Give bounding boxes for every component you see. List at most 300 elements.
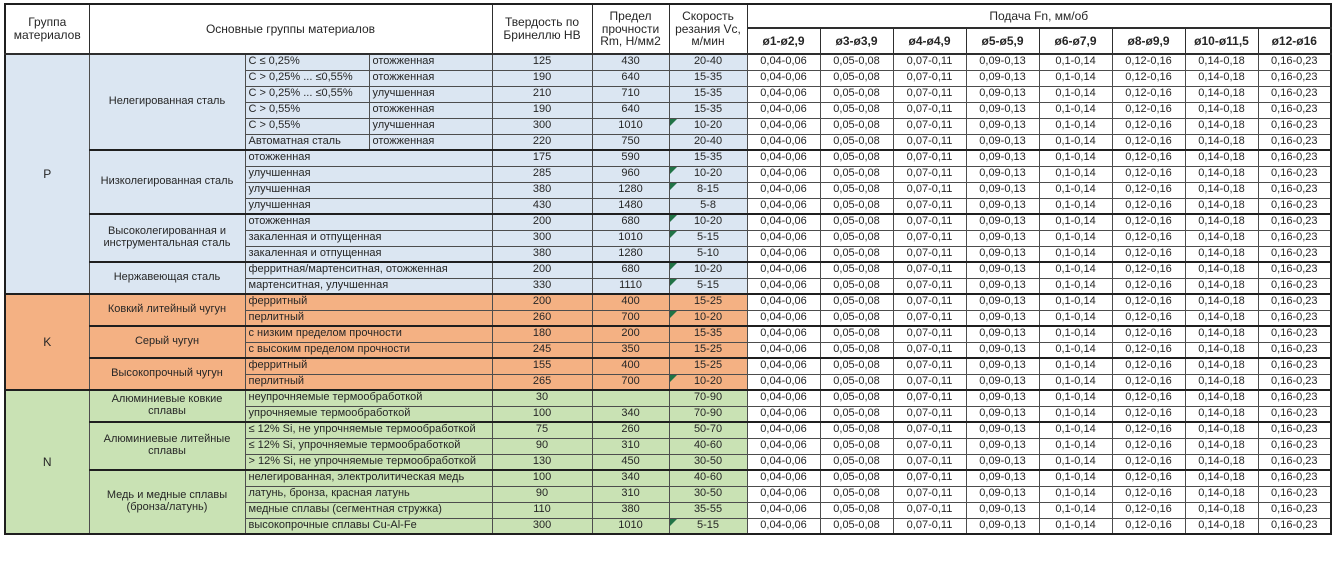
feed-cell: 0,16-0,23 — [1258, 230, 1331, 246]
feed-cell: 0,14-0,18 — [1185, 70, 1258, 86]
feed-cell: 0,09-0,13 — [966, 310, 1039, 326]
cutting-speed-cell — [669, 54, 747, 70]
feed-cell: 0,09-0,13 — [966, 166, 1039, 182]
strength-cell: 200 — [592, 326, 669, 342]
material-state-cell: отожженная — [369, 134, 492, 150]
feed-cell: 0,05-0,08 — [820, 278, 893, 294]
feed-cell: 0,07-0,11 — [893, 518, 966, 534]
note-triangle-icon — [670, 183, 677, 190]
feed-cell: 0,16-0,23 — [1258, 150, 1331, 166]
feed-cell: 0,09-0,13 — [966, 118, 1039, 134]
feed-cell: 0,12-0,16 — [1112, 278, 1185, 294]
strength-cell: 310 — [592, 438, 669, 454]
hardness-cell: 155 — [492, 358, 592, 374]
feed-cell: 0,05-0,08 — [820, 374, 893, 390]
material-desc-cell: ≤ 12% Si, упрочняемые термообработкой — [245, 438, 492, 454]
feed-cell: 0,12-0,16 — [1112, 150, 1185, 166]
table-body — [5, 54, 1331, 534]
feed-cell: 0,14-0,18 — [1185, 438, 1258, 454]
feed-cell: 0,04-0,06 — [747, 358, 820, 374]
table-row — [5, 262, 1331, 278]
strength-cell — [592, 390, 669, 406]
feed-cell: 0,1-0,14 — [1039, 406, 1112, 422]
cutting-speed-cell — [669, 150, 747, 166]
hardness-cell: 90 — [492, 438, 592, 454]
material-state-cell: улучшенная — [369, 86, 492, 102]
feed-cell: 0,16-0,23 — [1258, 502, 1331, 518]
feed-cell: 0,07-0,11 — [893, 294, 966, 310]
strength-cell: 750 — [592, 134, 669, 150]
feed-cell: 0,12-0,16 — [1112, 86, 1185, 102]
feed-cell: 0,16-0,23 — [1258, 454, 1331, 470]
hardness-cell: 90 — [492, 486, 592, 502]
cutting-speed-value: 35-55 — [693, 503, 723, 516]
feed-cell: 0,05-0,08 — [820, 342, 893, 358]
col-header-diameter-7: ø10-ø11,5 — [1185, 28, 1258, 54]
note-triangle-icon — [670, 215, 677, 222]
material-desc-cell: нелегированная, электролитическая медь — [245, 470, 492, 486]
material-desc-cell: улучшенная — [245, 166, 492, 182]
feed-cell: 0,16-0,23 — [1258, 310, 1331, 326]
feed-cell: 0,14-0,18 — [1185, 150, 1258, 166]
hardness-cell: 300 — [492, 518, 592, 534]
cutting-speed-value: 15-25 — [693, 342, 723, 355]
feed-cell: 0,14-0,18 — [1185, 342, 1258, 358]
note-triangle-icon — [670, 263, 677, 270]
feed-cell: 0,04-0,06 — [747, 518, 820, 534]
feed-cell: 0,04-0,06 — [747, 70, 820, 86]
feed-cell: 0,09-0,13 — [966, 390, 1039, 406]
feed-cell: 0,14-0,18 — [1185, 326, 1258, 342]
feed-cell: 0,14-0,18 — [1185, 374, 1258, 390]
feed-cell: 0,05-0,08 — [820, 326, 893, 342]
cutting-speed-value: 15-35 — [693, 151, 723, 164]
feed-cell: 0,07-0,11 — [893, 502, 966, 518]
strength-cell: 380 — [592, 502, 669, 518]
feed-cell: 0,16-0,23 — [1258, 374, 1331, 390]
feed-cell: 0,04-0,06 — [747, 230, 820, 246]
cutting-speed-cell — [669, 502, 747, 518]
col-header-diameter-6: ø8-ø9,9 — [1112, 28, 1185, 54]
feed-cell: 0,09-0,13 — [966, 518, 1039, 534]
col-header-diameter-2: ø3-ø3,9 — [820, 28, 893, 54]
feed-cell: 0,14-0,18 — [1185, 246, 1258, 262]
cutting-speed-value: 20-40 — [693, 134, 723, 147]
feed-cell: 0,05-0,08 — [820, 118, 893, 134]
hardness-cell: 110 — [492, 502, 592, 518]
table-row — [5, 150, 1331, 166]
note-triangle-icon — [670, 231, 677, 238]
cutting-speed-value: 40-60 — [693, 471, 723, 484]
material-desc-cell: латунь, бронза, красная латунь — [245, 486, 492, 502]
feed-cell: 0,14-0,18 — [1185, 54, 1258, 70]
feed-cell: 0,1-0,14 — [1039, 278, 1112, 294]
cutting-speed-cell — [669, 438, 747, 454]
feed-cell: 0,16-0,23 — [1258, 70, 1331, 86]
strength-cell: 310 — [592, 486, 669, 502]
cutting-speed-cell — [669, 102, 747, 118]
feed-cell: 0,16-0,23 — [1258, 470, 1331, 486]
feed-cell: 0,14-0,18 — [1185, 406, 1258, 422]
cutting-speed-cell — [669, 358, 747, 374]
feed-cell: 0,14-0,18 — [1185, 422, 1258, 438]
feed-cell: 0,1-0,14 — [1039, 390, 1112, 406]
feed-cell: 0,05-0,08 — [820, 262, 893, 278]
hardness-cell: 430 — [492, 198, 592, 214]
cutting-speed-cell — [669, 406, 747, 422]
table-row — [5, 358, 1331, 374]
hardness-cell: 125 — [492, 54, 592, 70]
cutting-speed-cell — [669, 182, 747, 198]
feed-cell: 0,14-0,18 — [1185, 294, 1258, 310]
feed-cell: 0,09-0,13 — [966, 294, 1039, 310]
subgroup-cell: Низколегированная сталь — [89, 150, 245, 214]
feed-cell: 0,16-0,23 — [1258, 422, 1331, 438]
col-header-diameter-4: ø5-ø5,9 — [966, 28, 1039, 54]
strength-cell: 1010 — [592, 518, 669, 534]
cutting-speed-value: 15-35 — [693, 327, 723, 340]
feed-cell: 0,04-0,06 — [747, 54, 820, 70]
feed-cell: 0,04-0,06 — [747, 118, 820, 134]
strength-cell: 400 — [592, 358, 669, 374]
cutting-speed-value: 5-10 — [697, 246, 720, 259]
feed-cell: 0,16-0,23 — [1258, 294, 1331, 310]
cutting-speed-value: 15-35 — [693, 71, 723, 84]
cutting-speed-value: 15-35 — [693, 87, 723, 100]
col-header-diameter-1: ø1-ø2,9 — [747, 28, 820, 54]
cutting-speed-cell — [669, 118, 747, 134]
feed-cell: 0,12-0,16 — [1112, 518, 1185, 534]
material-desc-cell: C > 0,55% — [245, 118, 369, 134]
material-state-cell: отожженная — [369, 54, 492, 70]
subgroup-cell: Высокопрочный чугун — [89, 358, 245, 390]
feed-cell: 0,05-0,08 — [820, 214, 893, 230]
cutting-speed-cell — [669, 422, 747, 438]
cutting-speed-cell — [669, 374, 747, 390]
cutting-speed-cell — [669, 70, 747, 86]
feed-cell: 0,1-0,14 — [1039, 438, 1112, 454]
feed-cell: 0,04-0,06 — [747, 326, 820, 342]
hardness-cell: 330 — [492, 278, 592, 294]
hardness-cell: 220 — [492, 134, 592, 150]
cutting-speed-cell — [669, 246, 747, 262]
hardness-cell: 300 — [492, 230, 592, 246]
feed-cell: 0,12-0,16 — [1112, 358, 1185, 374]
feed-cell: 0,07-0,11 — [893, 102, 966, 118]
material-desc-cell: перлитный — [245, 374, 492, 390]
cutting-speed-cell — [669, 166, 747, 182]
table-row — [5, 470, 1331, 486]
feed-cell: 0,12-0,16 — [1112, 166, 1185, 182]
feed-cell: 0,1-0,14 — [1039, 182, 1112, 198]
subgroup-cell: Алюминиевые ковкие сплавы — [89, 390, 245, 422]
strength-cell: 350 — [592, 342, 669, 358]
feed-cell: 0,07-0,11 — [893, 134, 966, 150]
hardness-cell: 285 — [492, 166, 592, 182]
hardness-cell: 380 — [492, 182, 592, 198]
material-desc-cell: с высоким пределом прочности — [245, 342, 492, 358]
feed-cell: 0,05-0,08 — [820, 246, 893, 262]
feed-cell: 0,14-0,18 — [1185, 182, 1258, 198]
cutting-speed-cell — [669, 486, 747, 502]
feed-cell: 0,05-0,08 — [820, 438, 893, 454]
feed-cell: 0,12-0,16 — [1112, 342, 1185, 358]
cutting-speed-value: 30-50 — [693, 454, 723, 467]
material-desc-cell: высокопрочные сплавы Cu-Al-Fe — [245, 518, 492, 534]
subgroup-cell: Медь и медные сплавы (бронза/латунь) — [89, 470, 245, 534]
feed-cell: 0,14-0,18 — [1185, 262, 1258, 278]
table-row — [5, 54, 1331, 70]
strength-cell: 340 — [592, 470, 669, 486]
feed-cell: 0,07-0,11 — [893, 454, 966, 470]
table-row — [5, 326, 1331, 342]
hardness-cell: 180 — [492, 326, 592, 342]
subgroup-cell: Ковкий литейный чугун — [89, 294, 245, 326]
cutting-speed-value: 15-35 — [693, 103, 723, 116]
cutting-speed-value: 70-90 — [693, 391, 723, 404]
note-triangle-icon — [670, 311, 677, 318]
feed-cell: 0,04-0,06 — [747, 198, 820, 214]
material-state-cell: отожженная — [369, 70, 492, 86]
feed-cell: 0,16-0,23 — [1258, 358, 1331, 374]
feed-cell: 0,07-0,11 — [893, 342, 966, 358]
strength-cell: 260 — [592, 422, 669, 438]
feed-cell: 0,04-0,06 — [747, 262, 820, 278]
cutting-speed-value: 15-25 — [693, 359, 723, 372]
hardness-cell: 75 — [492, 422, 592, 438]
feed-cell: 0,16-0,23 — [1258, 54, 1331, 70]
feed-cell: 0,07-0,11 — [893, 262, 966, 278]
material-desc-cell: ≤ 12% Si, не упрочняемые термообработкой — [245, 422, 492, 438]
feed-cell: 0,07-0,11 — [893, 406, 966, 422]
feed-cell: 0,1-0,14 — [1039, 166, 1112, 182]
col-header-diameter-8: ø12-ø16 — [1258, 28, 1331, 54]
subgroup-cell: Нержавеющая сталь — [89, 262, 245, 294]
feed-cell: 0,1-0,14 — [1039, 246, 1112, 262]
feed-cell: 0,05-0,08 — [820, 470, 893, 486]
feed-cell: 0,1-0,14 — [1039, 54, 1112, 70]
note-triangle-icon — [670, 119, 677, 126]
cutting-speed-value: 70-90 — [693, 406, 723, 419]
material-desc-cell: C ≤ 0,25% — [245, 54, 369, 70]
cutting-speed-cell — [669, 390, 747, 406]
material-desc-cell: отожженная — [245, 150, 492, 166]
feed-cell: 0,1-0,14 — [1039, 310, 1112, 326]
note-triangle-icon — [670, 167, 677, 174]
feed-cell: 0,14-0,18 — [1185, 118, 1258, 134]
feed-cell: 0,09-0,13 — [966, 278, 1039, 294]
feed-cell: 0,16-0,23 — [1258, 342, 1331, 358]
feed-cell: 0,09-0,13 — [966, 502, 1039, 518]
cutting-speed-cell — [669, 310, 747, 326]
hardness-cell: 260 — [492, 310, 592, 326]
feed-cell: 0,1-0,14 — [1039, 374, 1112, 390]
feed-cell: 0,14-0,18 — [1185, 518, 1258, 534]
cutting-speed-value: 30-50 — [693, 487, 723, 500]
note-triangle-icon — [670, 519, 677, 526]
feed-cell: 0,09-0,13 — [966, 422, 1039, 438]
feed-cell: 0,14-0,18 — [1185, 486, 1258, 502]
strength-cell: 340 — [592, 406, 669, 422]
cutting-speed-cell — [669, 518, 747, 534]
feed-cell: 0,1-0,14 — [1039, 198, 1112, 214]
feed-cell: 0,07-0,11 — [893, 326, 966, 342]
cutting-speed-cell — [669, 470, 747, 486]
material-desc-cell: неупрочняемые термообработкой — [245, 390, 492, 406]
feed-cell: 0,14-0,18 — [1185, 470, 1258, 486]
feed-cell: 0,05-0,08 — [820, 358, 893, 374]
cutting-speed-cell — [669, 230, 747, 246]
hardness-cell: 265 — [492, 374, 592, 390]
feed-cell: 0,1-0,14 — [1039, 486, 1112, 502]
feed-cell: 0,1-0,14 — [1039, 326, 1112, 342]
table-row — [5, 390, 1331, 406]
cutting-speed-cell — [669, 214, 747, 230]
feed-cell: 0,1-0,14 — [1039, 86, 1112, 102]
feed-cell: 0,04-0,06 — [747, 406, 820, 422]
material-desc-cell: отожженная — [245, 214, 492, 230]
feed-cell: 0,05-0,08 — [820, 422, 893, 438]
feed-cell: 0,1-0,14 — [1039, 150, 1112, 166]
material-desc-cell: с низким пределом прочности — [245, 326, 492, 342]
strength-cell: 700 — [592, 374, 669, 390]
feed-cell: 0,07-0,11 — [893, 86, 966, 102]
feed-cell: 0,04-0,06 — [747, 454, 820, 470]
cutting-speed-value: 10-20 — [693, 263, 723, 276]
cutting-speed-value: 10-20 — [693, 310, 723, 323]
feed-cell: 0,14-0,18 — [1185, 86, 1258, 102]
subgroup-cell: Нелегированная сталь — [89, 54, 245, 150]
feed-cell: 0,07-0,11 — [893, 118, 966, 134]
feed-cell: 0,09-0,13 — [966, 326, 1039, 342]
feed-cell: 0,16-0,23 — [1258, 406, 1331, 422]
feed-cell: 0,09-0,13 — [966, 454, 1039, 470]
group-cell: N — [5, 390, 89, 534]
feed-cell: 0,07-0,11 — [893, 486, 966, 502]
hardness-cell: 300 — [492, 118, 592, 134]
feed-cell: 0,14-0,18 — [1185, 502, 1258, 518]
feed-cell: 0,04-0,06 — [747, 374, 820, 390]
feed-cell: 0,09-0,13 — [966, 214, 1039, 230]
feed-cell: 0,16-0,23 — [1258, 118, 1331, 134]
feed-cell: 0,04-0,06 — [747, 438, 820, 454]
strength-cell: 1480 — [592, 198, 669, 214]
note-triangle-icon — [670, 375, 677, 382]
feed-cell: 0,12-0,16 — [1112, 454, 1185, 470]
feed-cell: 0,14-0,18 — [1185, 278, 1258, 294]
feed-cell: 0,09-0,13 — [966, 486, 1039, 502]
feed-cell: 0,04-0,06 — [747, 246, 820, 262]
strength-cell: 1010 — [592, 118, 669, 134]
hardness-cell: 30 — [492, 390, 592, 406]
col-header-diameter-5: ø6-ø7,9 — [1039, 28, 1112, 54]
feed-cell: 0,05-0,08 — [820, 198, 893, 214]
feed-cell: 0,09-0,13 — [966, 182, 1039, 198]
feed-cell: 0,1-0,14 — [1039, 262, 1112, 278]
feed-cell: 0,07-0,11 — [893, 390, 966, 406]
col-header-brinell-hardness: Твердость по Бринеллю HB — [492, 4, 592, 54]
feed-cell: 0,14-0,18 — [1185, 358, 1258, 374]
feed-cell: 0,12-0,16 — [1112, 182, 1185, 198]
material-desc-cell: мартенситная, улучшенная — [245, 278, 492, 294]
feed-cell: 0,07-0,11 — [893, 150, 966, 166]
cutting-speed-value: 10-20 — [693, 215, 723, 228]
feed-cell: 0,07-0,11 — [893, 214, 966, 230]
materials-table — [4, 3, 1332, 535]
strength-cell: 640 — [592, 70, 669, 86]
feed-cell: 0,05-0,08 — [820, 182, 893, 198]
material-desc-cell: улучшенная — [245, 182, 492, 198]
feed-cell: 0,12-0,16 — [1112, 246, 1185, 262]
hardness-cell: 380 — [492, 246, 592, 262]
col-header-feed: Подача Fn, мм/об — [747, 4, 1331, 28]
strength-cell: 1280 — [592, 182, 669, 198]
feed-cell: 0,07-0,11 — [893, 166, 966, 182]
feed-cell: 0,09-0,13 — [966, 262, 1039, 278]
cutting-speed-cell — [669, 342, 747, 358]
feed-cell: 0,16-0,23 — [1258, 214, 1331, 230]
feed-cell: 0,12-0,16 — [1112, 438, 1185, 454]
cutting-speed-cell — [669, 86, 747, 102]
feed-cell: 0,09-0,13 — [966, 150, 1039, 166]
feed-cell: 0,05-0,08 — [820, 230, 893, 246]
strength-cell: 450 — [592, 454, 669, 470]
material-desc-cell: закаленная и отпущенная — [245, 230, 492, 246]
feed-cell: 0,12-0,16 — [1112, 470, 1185, 486]
material-desc-cell: медные сплавы (сегментная стружка) — [245, 502, 492, 518]
strength-cell: 700 — [592, 310, 669, 326]
cutting-speed-value: 40-60 — [693, 439, 723, 452]
feed-cell: 0,04-0,06 — [747, 422, 820, 438]
feed-cell: 0,05-0,08 — [820, 134, 893, 150]
feed-cell: 0,09-0,13 — [966, 342, 1039, 358]
feed-cell: 0,16-0,23 — [1258, 182, 1331, 198]
feed-cell: 0,05-0,08 — [820, 486, 893, 502]
feed-cell: 0,09-0,13 — [966, 246, 1039, 262]
feed-cell: 0,12-0,16 — [1112, 70, 1185, 86]
feed-cell: 0,14-0,18 — [1185, 454, 1258, 470]
feed-cell: 0,1-0,14 — [1039, 358, 1112, 374]
feed-cell: 0,16-0,23 — [1258, 86, 1331, 102]
strength-cell: 960 — [592, 166, 669, 182]
feed-cell: 0,09-0,13 — [966, 70, 1039, 86]
feed-cell: 0,07-0,11 — [893, 278, 966, 294]
feed-cell: 0,12-0,16 — [1112, 486, 1185, 502]
material-desc-cell: ферритный — [245, 294, 492, 310]
feed-cell: 0,05-0,08 — [820, 310, 893, 326]
feed-cell: 0,07-0,11 — [893, 198, 966, 214]
cutting-speed-cell — [669, 326, 747, 342]
feed-cell: 0,04-0,06 — [747, 470, 820, 486]
material-desc-cell: C > 0,55% — [245, 102, 369, 118]
hardness-cell: 200 — [492, 214, 592, 230]
cutting-speed-cell — [669, 198, 747, 214]
material-desc-cell: C > 0,25% ... ≤0,55% — [245, 70, 369, 86]
feed-cell: 0,12-0,16 — [1112, 54, 1185, 70]
feed-cell: 0,1-0,14 — [1039, 118, 1112, 134]
feed-cell: 0,12-0,16 — [1112, 230, 1185, 246]
feed-cell: 0,1-0,14 — [1039, 214, 1112, 230]
strength-cell: 1010 — [592, 230, 669, 246]
table-row — [5, 294, 1331, 310]
feed-cell: 0,09-0,13 — [966, 198, 1039, 214]
feed-cell: 0,14-0,18 — [1185, 214, 1258, 230]
cutting-speed-cell — [669, 454, 747, 470]
hardness-cell: 100 — [492, 406, 592, 422]
hardness-cell: 100 — [492, 470, 592, 486]
feed-cell: 0,07-0,11 — [893, 374, 966, 390]
feed-cell: 0,09-0,13 — [966, 438, 1039, 454]
